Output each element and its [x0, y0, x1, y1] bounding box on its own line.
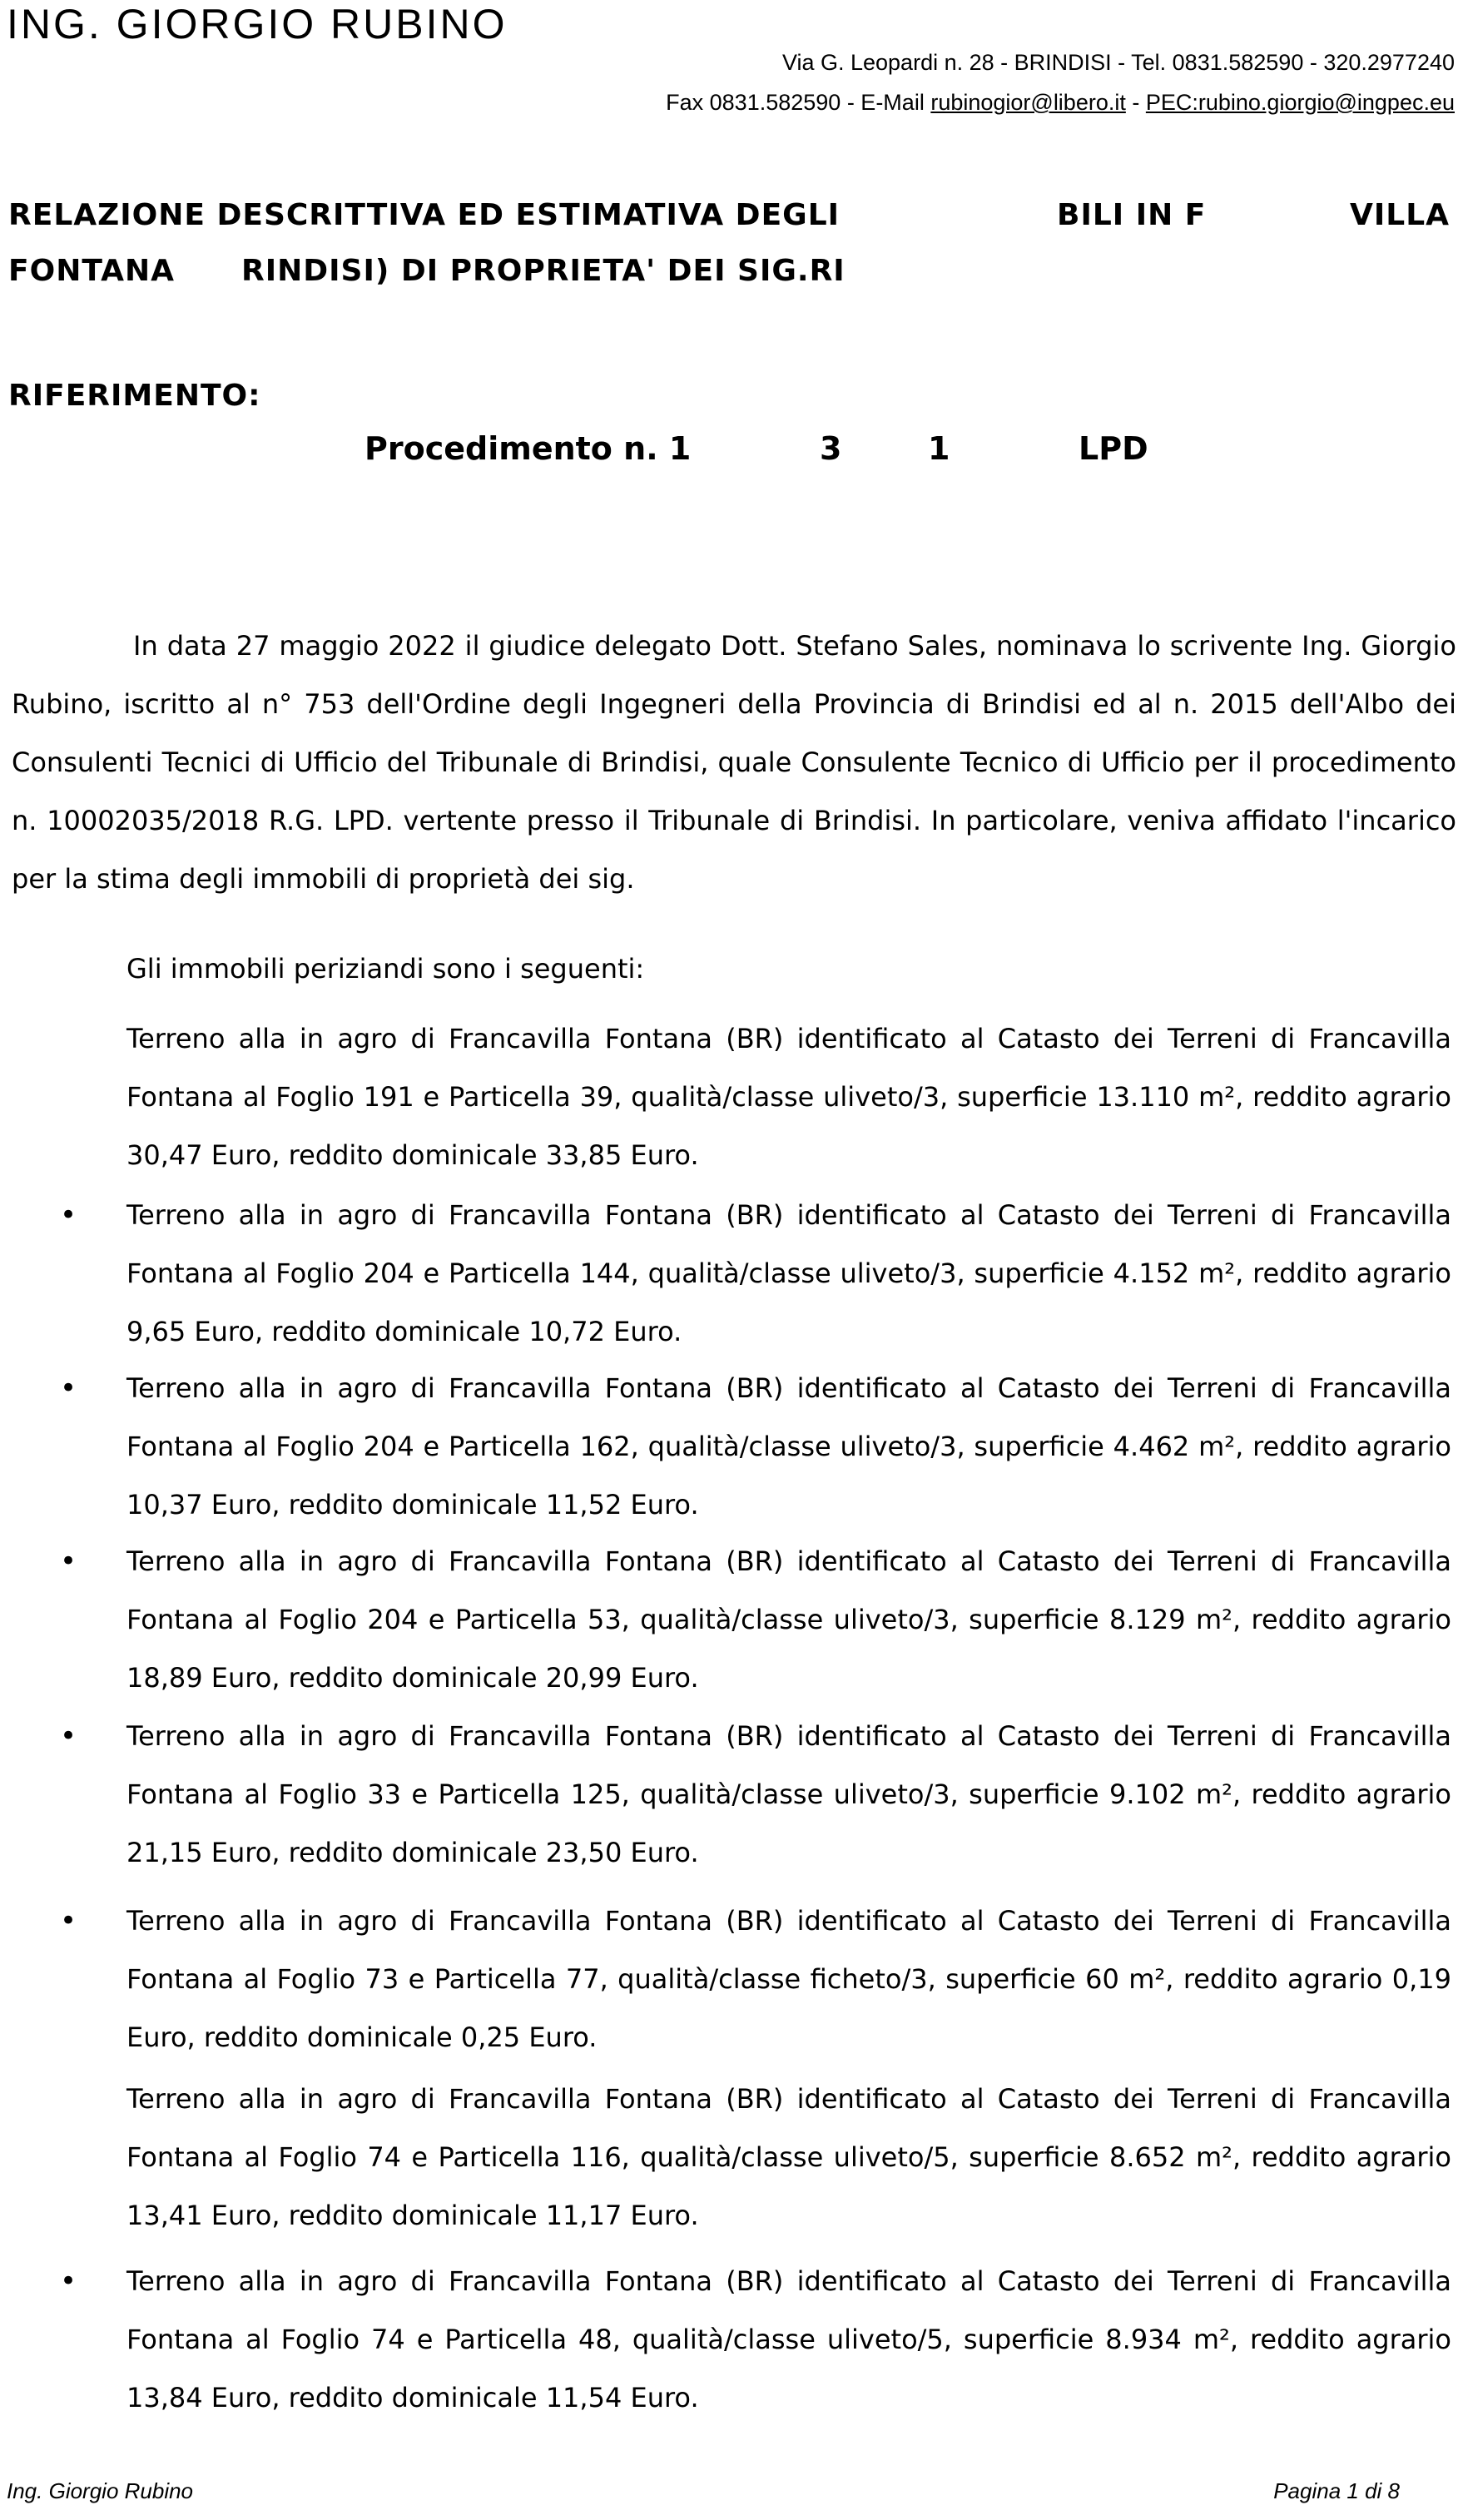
reference-label: RIFERIMENTO:	[8, 379, 261, 413]
bullet-icon: •	[60, 1372, 77, 1405]
property-item: Terreno alla in agro di Francavilla Fontana (BR) identificato al Catasto dei Terreni di Francavilla Fontana al Foglio 204 e Particella 144, qualità/classe uliveto/3, superficie 4.152 m², reddito agrario 9,65 Euro, reddito dominicale 10,72 Euro.	[126, 1199, 1451, 1347]
reference-fragment-3: 1	[928, 430, 950, 467]
property-item: Terreno alla in agro di Francavilla Fontana (BR) identificato al Catasto dei Terreni di Francavilla Fontana al Foglio 204 e Particella 162, qualità/classe uliveto/3, superficie 4.462 m², reddito agrario 10,37 Euro, reddito dominicale 11,52 Euro.	[126, 1372, 1451, 1520]
property-item: Terreno alla in agro di Francavilla Fontana (BR) identificato al Catasto dei Terreni di Francavilla Fontana al Foglio 74 e Particella 48, qualità/classe uliveto/5, superficie 8.934 m², reddito agrario 13,84 Euro, reddito dominicale 11,54 Euro.	[126, 2265, 1451, 2413]
reference-procedure: Procedimento n. 1	[364, 430, 692, 467]
fax-email-label: Fax 0831.582590 - E-Mail	[666, 90, 931, 115]
report-title-line1-c: VILLA	[1350, 198, 1450, 232]
property-item: Terreno alla in agro di Francavilla Fontana (BR) identificato al Catasto dei Terreni di Francavilla Fontana al Foglio 74 e Particella 116, qualità/classe uliveto/5, superficie 8.652 m², reddito agrario 13,41 Euro, reddito dominicale 11,17 Euro.	[126, 2083, 1451, 2231]
letterhead-name: ING. GIORGIO RUBINO	[7, 1, 508, 47]
contact-separator: -	[1125, 90, 1146, 115]
property-list-heading: Gli immobili periziandi sono i seguenti:	[126, 953, 645, 985]
bullet-icon: •	[60, 1198, 77, 1232]
reference-fragment-2: 3	[820, 430, 842, 467]
bullet-icon: •	[60, 1719, 77, 1753]
bullet-icon: •	[60, 2265, 77, 2298]
bullet-icon: •	[60, 1545, 77, 1578]
report-title-line1-a: RELAZIONE DESCRITTIVA ED ESTIMATIVA DEGLI	[8, 198, 841, 232]
letterhead-address: Via G. Leopardi n. 28 - BRINDISI - Tel. 0831.582590 - 320.2977240	[781, 50, 1455, 75]
pec-link[interactable]: PEC:rubino.giorgio@ingpec.eu	[1145, 90, 1455, 115]
bullet-icon: •	[60, 1904, 77, 1937]
property-item: Terreno alla in agro di Francavilla Fontana (BR) identificato al Catasto dei Terreni di Francavilla Fontana al Foglio 204 e Particella 53, qualità/classe uliveto/3, superficie 8.129 m², reddito agrario 18,89 Euro, reddito dominicale 20,99 Euro.	[126, 1545, 1451, 1694]
report-title-line2-a: FONTANA	[8, 254, 175, 288]
email-link[interactable]: rubinogior@libero.it	[930, 90, 1126, 115]
property-item: Terreno alla in agro di Francavilla Fontana (BR) identificato al Catasto dei Terreni di Francavilla Fontana al Foglio 191 e Particella 39, qualità/classe uliveto/3, superficie 13.110 m², reddito agrario 30,47 Euro, reddito dominicale 33,85 Euro.	[126, 1023, 1451, 1171]
footer-author: Ing. Giorgio Rubino	[7, 2478, 194, 2503]
footer-page-number: Pagina 1 di 8	[1273, 2478, 1400, 2503]
property-item: Terreno alla in agro di Francavilla Fontana (BR) identificato al Catasto dei Terreni di Francavilla Fontana al Foglio 33 e Particella 125, qualità/classe uliveto/3, superficie 9.102 m², reddito agrario 21,15 Euro, reddito dominicale 23,50 Euro.	[126, 1720, 1451, 1868]
report-title-line2-b: RINDISI) DI PROPRIETA' DEI SIG.RI	[241, 254, 846, 288]
reference-fragment-4: LPD	[1079, 430, 1148, 467]
property-item: Terreno alla in agro di Francavilla Fontana (BR) identificato al Catasto dei Terreni di Francavilla Fontana al Foglio 73 e Particella 77, qualità/classe ficheto/3, superficie 60 m², reddito agrario 0,19 Euro, reddito dominicale 0,25 Euro.	[126, 1905, 1451, 2053]
letterhead-contacts	[666, 90, 1455, 116]
report-title-line1-b: BILI IN F	[1057, 198, 1207, 232]
intro-paragraph: In data 27 maggio 2022 il giudice delegato Dott. Stefano Sales, nominava lo scrivente Ing. Giorgio Rubino, iscritto al n° 753 dell'Ordine degli Ingegneri della Provincia di Brindisi ed al n. 2015 dell'Albo dei Consulenti Tecnici di Ufficio del Tribunale di Brindisi, quale Consulente Tecnico di Ufficio per il procedimento n. 10002035/2018 R.G. LPD. vertente presso il Tribunale di Brindisi. In particolare, veniva affidato l'incarico per la stima degli immobili di proprietà dei sig.	[12, 630, 1456, 895]
